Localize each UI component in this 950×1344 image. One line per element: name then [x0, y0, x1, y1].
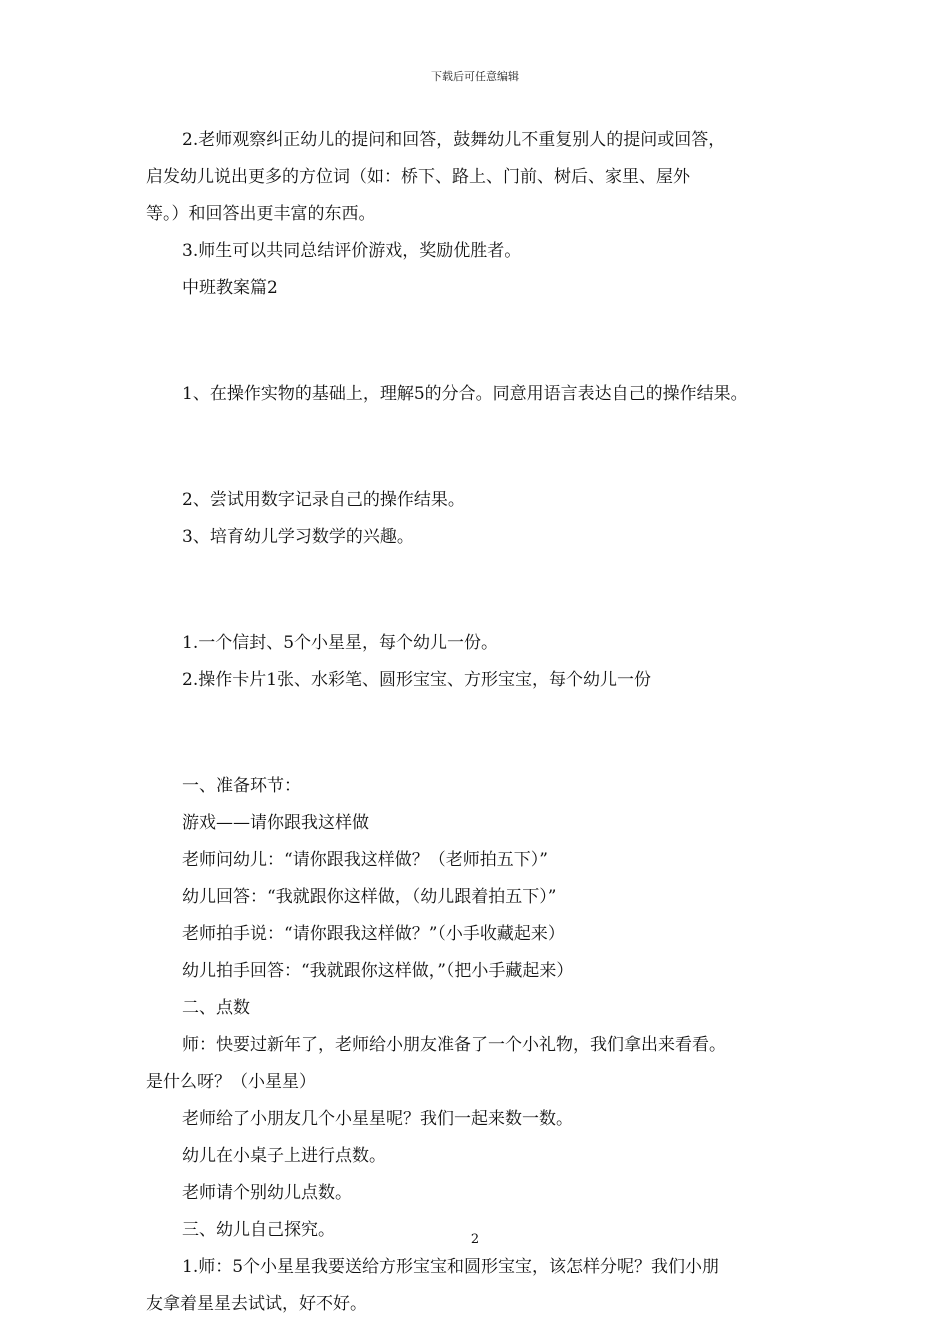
paragraph: 友拿着星星去试试，好不好。	[146, 1294, 367, 1314]
page-number: 2	[470, 1232, 480, 1247]
paragraph: 是什么呀？（小星星）	[146, 1072, 316, 1092]
paragraph-spacer	[146, 715, 826, 752]
paragraph: 等。）和回答出更丰富的东西。	[146, 204, 376, 224]
paragraph-spacer	[146, 572, 826, 609]
paragraph: 三、幼儿自己探究。	[182, 1220, 335, 1240]
paragraph: 幼儿拍手回答：“我就跟你这样做，”（把小手藏起来）	[182, 961, 574, 981]
paragraph: 幼儿回答：“我就跟你这样做，（幼儿跟着拍五下）”	[182, 887, 557, 907]
page-header: 下载后可任意编辑	[431, 70, 519, 83]
paragraph: 2.老师观察纠正幼儿的提问和回答，鼓舞幼儿不重复别人的提问或回答，	[182, 130, 726, 150]
paragraph: 1.一个信封、5个小星星，每个幼儿一份。	[182, 633, 499, 653]
paragraph-spacer	[146, 429, 826, 466]
paragraph: 老师请个别幼儿点数。	[182, 1183, 352, 1203]
paragraph: 2.操作卡片1张、水彩笔、圆形宝宝、方形宝宝，每个幼儿一份	[182, 670, 652, 690]
paragraph: 老师给了小朋友几个小星星呢？我们一起来数一数。	[182, 1109, 573, 1129]
paragraph: 启发幼儿说出更多的方位词（如：桥下、路上、门前、树后、家里、屋外	[146, 167, 690, 187]
paragraph-spacer	[146, 323, 826, 360]
paragraph: 1.师：5个小星星我要送给方形宝宝和圆形宝宝，该怎样分呢？我们小朋	[182, 1257, 720, 1277]
paragraph: 3、培育幼儿学习数学的兴趣。	[182, 527, 414, 547]
paragraph: 中班教案篇2	[182, 278, 278, 298]
paragraph: 老师拍手说：“请你跟我这样做？”（小手收藏起来）	[182, 924, 565, 944]
document-body	[146, 122, 826, 1323]
paragraph: 幼儿在小桌子上进行点数。	[182, 1146, 386, 1166]
paragraph: 游戏——请你跟我这样做	[182, 813, 369, 833]
paragraph: 二、点数	[182, 998, 250, 1018]
paragraph: 一、准备环节：	[182, 776, 301, 796]
paragraph: 师：快要过新年了，老师给小朋友准备了一个小礼物，我们拿出来看看。	[182, 1035, 726, 1055]
paragraph: 2、尝试用数字记录自己的操作结果。	[182, 490, 465, 510]
paragraph: 3.师生可以共同总结评价游戏，奖励优胜者。	[182, 241, 522, 261]
paragraph: 老师问幼儿：“请你跟我这样做？（老师拍五下）”	[182, 850, 548, 870]
paragraph: 1、在操作实物的基础上，理解5的分合。同意用语言表达自己的操作结果。	[182, 384, 748, 404]
